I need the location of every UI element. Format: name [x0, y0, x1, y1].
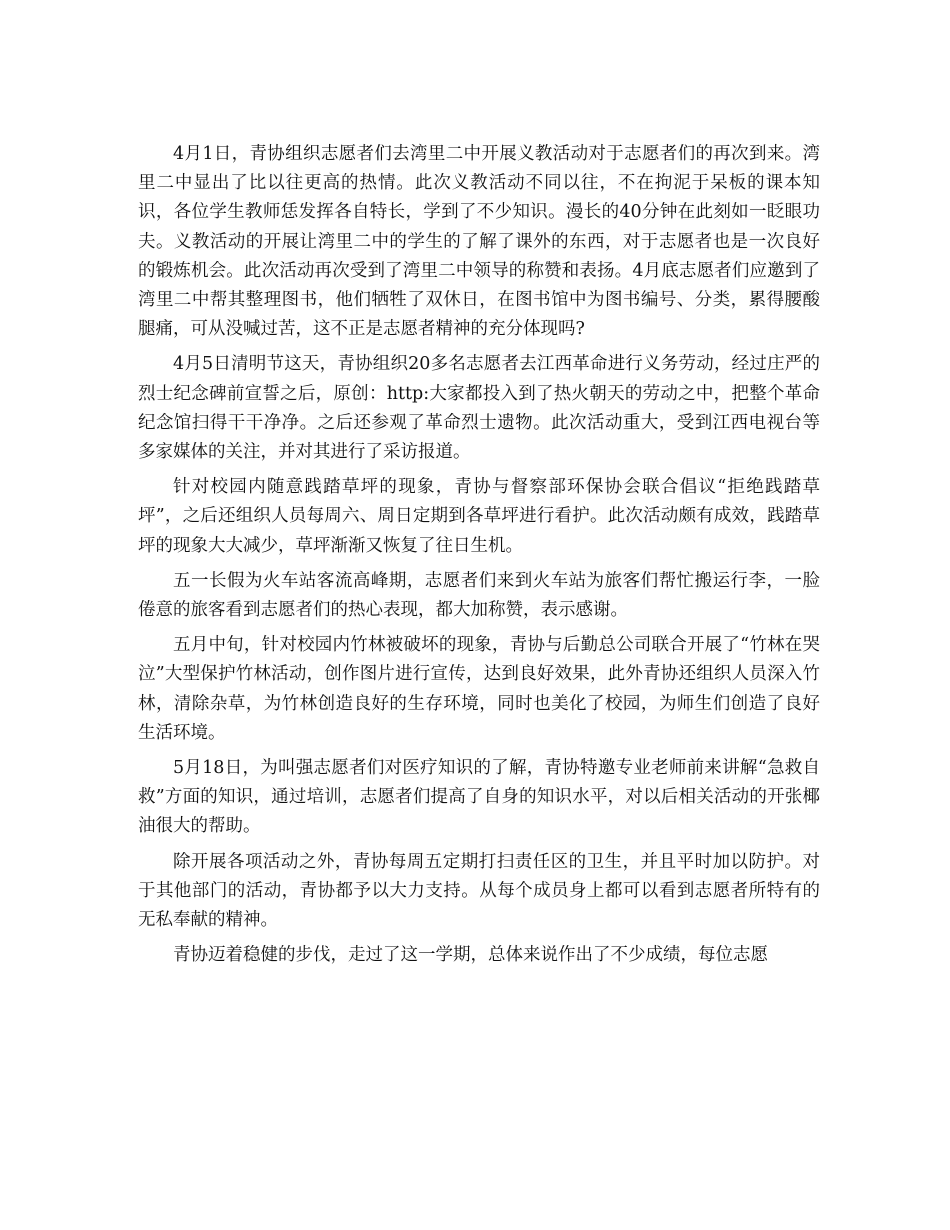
paragraph-lawn-protection: 针对校园内随意践踏草坪的现象，青协与督察部环保协会联合倡议“拒绝践踏草坪”，之后还组织人员每周六、周日定期到各草坪进行看护。此次活动颇有成效，践踏草坪的现象大大减少，草坪渐渐又恢复了往日生机。: [138, 477, 820, 556]
paragraph-railway-station: 五一长假为火车站客流高峰期，志愿者们来到火车站为旅客们帮忙搬运行李，一脸倦意的旅客看到志愿者们的热心表现，都大加称赞，表示感谢。: [138, 570, 820, 621]
paragraph-volunteer-teaching: 4月1日，青协组织志愿者们去湾里二中开展义教活动对于志愿者们的再次到来。湾里二中显出了比以往更高的热情。此次义教活动不同以往，不在拘泥于呆板的课本知识，各位学生教师恁发挥各自特长，学到了不少知识。漫长的40分钟在此刻如一眨眼功夫。义教活动的开展让湾里二中的学生的了解了课外的东西，对于志愿者也是一次良好的锻炼机会。此次活动再次受到了湾里二中领导的称赞和表扬。4月底志愿者们应邀到了湾里二中帮其整理图书，他们牺牲了双休日，在图书馆中为图书编号、分类，累得腰酸腿痛，可从没喊过苦，这不正是志愿者精神的充分体现吗?: [138, 144, 820, 340]
paragraph-daily-cleaning: 除开展各项活动之外，青协每周五定期打扫责任区的卫生，并且平时加以防护。对于其他部门的活动，青协都予以大力支持。从每个成员身上都可以看到志愿者所特有的无私奉献的精神。: [138, 851, 820, 931]
paragraph-bamboo-forest: 五月中旬，针对校园内竹林被破坏的现象，青协与后勤总公司联合开展了“竹林在哭泣”大型保护竹林活动，创作图片进行宣传，达到良好效果，此外青协还组织人员深入竹林，清除杂草，为竹林创造良好的生存环境，同时也美化了校园，为师生们创造了良好生活环境。: [138, 635, 820, 743]
document-body: [138, 140, 820, 976]
paragraph-first-aid-training: 5月18日，为叫强志愿者们对医疗知识的了解，青协特邀专业老师前来讲解“急救自救”方面的知识，通过培训，志愿者们提高了自身的知识水平，对以后相关活动的开张椰油很大的帮助。: [138, 758, 820, 837]
paragraph-summary: 青协迈着稳健的步伐，走过了这一学期，总体来说作出了不少成绩，每位志愿: [173, 945, 768, 966]
paragraph-qingming-labor: 4月5日清明节这天，青协组织20多名志愿者去江西革命进行义务劳动，经过庄严的烈士纪念碑前宣誓之后，原创：http:大家都投入到了热火朝天的劳动之中，把整个革命纪念馆扫得干干净净。之后还参观了革命烈士遗物。此次活动重大，受到江西电视台等多家媒体的关注，并对其进行了采访报道。: [138, 354, 820, 463]
